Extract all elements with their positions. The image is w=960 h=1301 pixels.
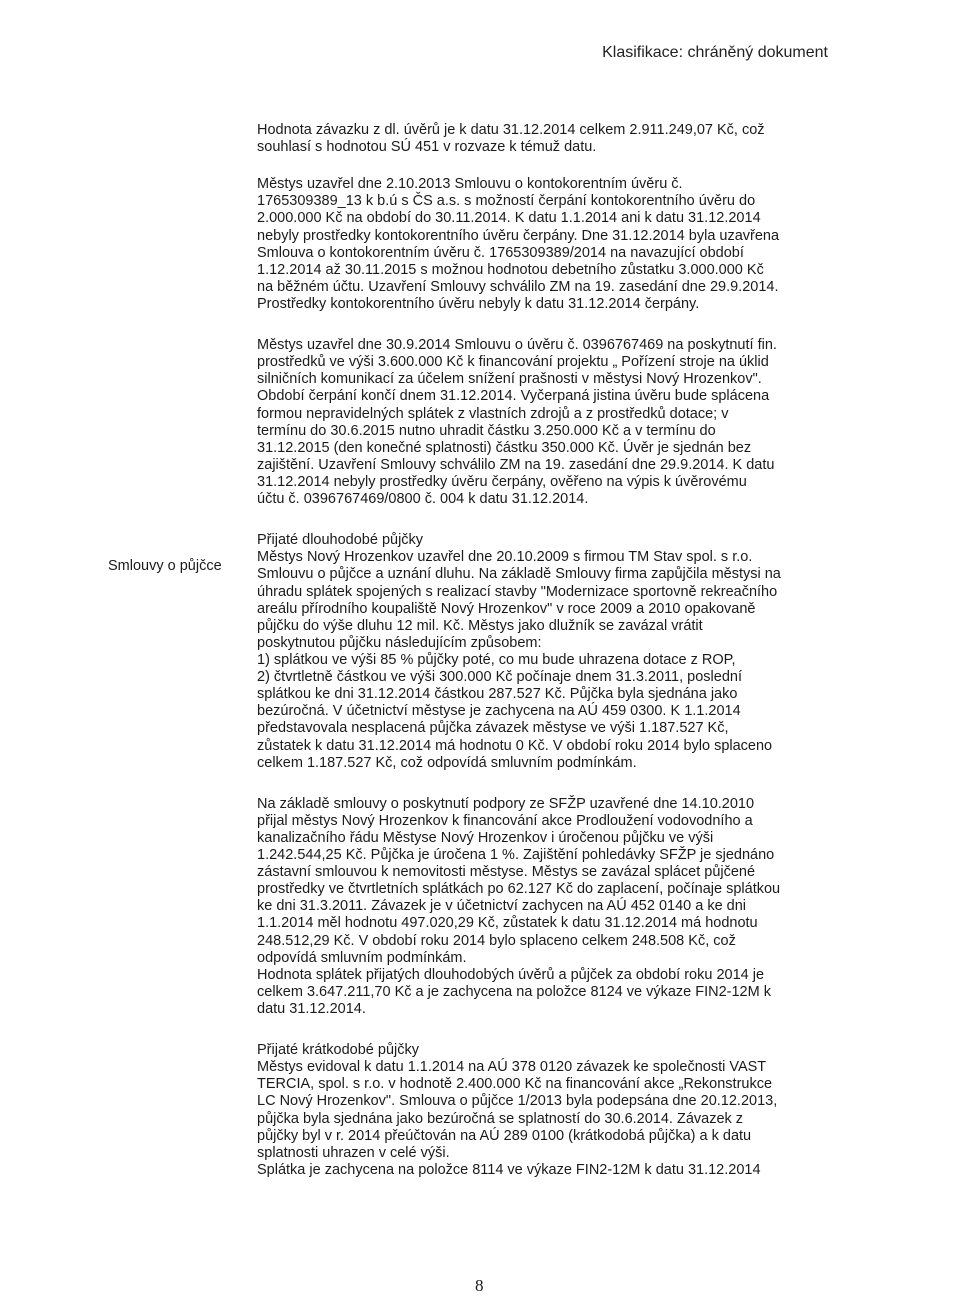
text-line: celkem 1.187.527 Kč, což odpovídá smluvním podmínkám. bbox=[257, 754, 637, 771]
text-line: Smlouva o kontokorentním úvěru č. 1765309389/2014 na navazující období bbox=[257, 244, 744, 261]
text-line: Přijaté krátkodobé půjčky bbox=[257, 1042, 419, 1059]
text-line: zůstatek k datu 31.12.2014 má hodnotu 0 Kč. V období roku 2014 bylo splaceno bbox=[257, 737, 773, 754]
text-line: celkem 3.647.211,70 Kč a je zachycena na položce 8124 ve výkaze FIN2-12M k bbox=[257, 983, 771, 1000]
paragraph-loan-liability bbox=[257, 122, 837, 156]
text-line: poskytnutou půjčku následujícím způsobem: bbox=[257, 634, 542, 651]
text-line: Městys uzavřel dne 30.9.2014 Smlouvu o úvěru č. 0396767469 na poskytnutí fin. bbox=[257, 337, 777, 354]
text-line: Splátka je zachycena na položce 8114 ve výkaze FIN2-12M k datu 31.12.2014 bbox=[257, 1161, 761, 1178]
text-line: 2.000.000 Kč na období do 30.11.2014. K datu 1.1.2014 ani k datu 31.12.2014 bbox=[257, 210, 761, 227]
text-line: 1.242.544,25 Kč. Půjčka je úročena 1 %. Zajištění pohledávky SFŽP je sjednáno bbox=[257, 847, 775, 864]
text-line: datu 31.12.2014. bbox=[257, 1001, 366, 1018]
text-line: Přijaté dlouhodobé půjčky bbox=[257, 532, 424, 549]
text-line: LC Nový Hrozenkov". Smlouva o půjčce 1/2013 byla podepsána dne 20.12.2013, bbox=[257, 1093, 778, 1110]
text-line: odpovídá smluvním podmínkám. bbox=[257, 949, 467, 966]
text-line: kanalizačního řádu Městyse Nový Hrozenkov i úročenou půjčku ve výši bbox=[257, 829, 714, 846]
paragraph-short-term-loans bbox=[257, 1042, 837, 1179]
text-line: 31.12.2015 (den konečné splatnosti) částku 350.000 Kč. Úvěr je sjednán bez bbox=[257, 439, 752, 456]
paragraph-overdraft-credit bbox=[257, 176, 837, 313]
text-line: souhlasí s hodnotou SÚ 451 v rozvaze k témuž datu. bbox=[257, 139, 597, 156]
text-line: půjčky byl v r. 2014 přeúčtován na AÚ 289 0100 (krátkodobá půjčka) a k datu bbox=[257, 1127, 752, 1144]
text-line: formou nepravidelných splátek z vlastních zdrojů a z prostředků dotace; v bbox=[257, 405, 729, 422]
text-line: Městys uzavřel dne 2.10.2013 Smlouvu o kontokorentním úvěru č. bbox=[257, 176, 683, 193]
text-line: 2) čtvrtletně částkou ve výši 300.000 Kč počínaje dnem 31.3.2011, poslední bbox=[257, 669, 742, 686]
text-line: Smlouvu o půjčce a uznání dluhu. Na základě Smlouvy firma zapůjčila městysi na bbox=[257, 566, 781, 583]
text-line: 31.12.2014 nebyly prostředky úvěru čerpány, ověřeno na výpis k úvěrovému bbox=[257, 473, 747, 490]
text-line: půjčku do výše dluhu 12 mil. Kč. Městys jako dlužník se zavázal vrátit bbox=[257, 617, 703, 634]
text-line: termínu do 30.6.2015 nutno uhradit částku 3.250.000 Kč a v termínu do bbox=[257, 422, 716, 439]
page-number: 8 bbox=[475, 1276, 484, 1295]
text-line: Na základě smlouvy o poskytnutí podpory ze SFŽP uzavřené dne 14.10.2010 bbox=[257, 795, 755, 812]
text-line: zástavní smlouvou k nemovitosti městyse. Městys se zavázal splácet půjčené bbox=[257, 864, 756, 881]
paragraph-credit-agreement bbox=[257, 337, 837, 508]
text-line: nebyly prostředky kontokorentního úvěru čerpány. Dne 31.12.2014 byla uzavřena bbox=[257, 227, 780, 244]
text-line: účtu č. 0396767469/0800 č. 004 k datu 31.12.2014. bbox=[257, 491, 589, 508]
text-line: areálu přírodního koupaliště Nový Hrozenkov" v roce 2009 a 2010 opakovaně bbox=[257, 600, 756, 617]
text-line: 248.512,29 Kč. V období roku 2014 bylo splaceno celkem 248.508 Kč, což bbox=[257, 932, 736, 949]
text-line: bezúročná. V účetnictví městyse je zachycena na AÚ 459 0300. K 1.1.2014 bbox=[257, 703, 741, 720]
text-line: ke dni 31.3.2011. Závazek je v účetnictví zachycen na AÚ 452 0140 a ke dni bbox=[257, 898, 747, 915]
text-line: splátkou ke dni 31.12.2014 částkou 287.527 Kč. Půjčka byla sjednána jako bbox=[257, 686, 738, 703]
text-line: Prostředky kontokorentního úvěru nebyly k datu 31.12.2014 čerpány. bbox=[257, 295, 700, 312]
text-line: na běžném účtu. Uzavření Smlouvy schválilo ZM na 19. zasedání dne 29.9.2014. bbox=[257, 278, 779, 295]
text-line: prostředků ve výši 3.600.000 Kč k financování projektu „ Pořízení stroje na úklid bbox=[257, 354, 769, 371]
document-body bbox=[257, 122, 837, 1179]
text-line: zajištění. Uzavření Smlouvy schválilo ZM na 19. zasedání dne 29.9.2014. K datu bbox=[257, 456, 775, 473]
text-line: představovala nesplacená půjčka závazek městyse ve výši 1.187.527 Kč, bbox=[257, 720, 729, 737]
text-line: Hodnota splátek přijatých dlouhodobých úvěrů a půjček za období roku 2014 je bbox=[257, 966, 765, 983]
paragraph-sfzp-loan bbox=[257, 796, 837, 1018]
text-line: úhradu splátek spojených s realizací stavby "Modernizace sportovně rekreačního bbox=[257, 583, 778, 600]
text-line: 1.1.2014 měl hodnotu 497.020,29 Kč, zůstatek k datu 31.12.2014 má hodnotu bbox=[257, 915, 758, 932]
text-line: Městys evidoval k datu 1.1.2014 na AÚ 378 0120 závazek ke společnosti VAST bbox=[257, 1059, 767, 1076]
classification-header: Klasifikace: chráněný dokument bbox=[602, 44, 828, 61]
text-line: TERCIA, spol. s r.o. v hodnotě 2.400.000 Kč na financování akce „Rekonstrukce bbox=[257, 1076, 773, 1093]
text-line: půjčka byla sjednána jako bezúročná se splatností do 30.6.2014. Závazek z bbox=[257, 1110, 744, 1127]
text-line: 1) splátkou ve výši 85 % půjčky poté, co mu bude uhrazena dotace z ROP, bbox=[257, 651, 736, 668]
text-line: silničních komunikací za účelem snížení prašnosti v městysi Nový Hrozenkov". bbox=[257, 371, 762, 388]
text-line: prostředky ve čtvrtletních splátkách po 62.127 Kč do zaplacení, počínaje splátkou bbox=[257, 881, 781, 898]
section-label-loan-agreements: Smlouvy o půjčce bbox=[108, 558, 222, 574]
text-line: přijal městys Nový Hrozenkov k financování akce Prodloužení vodovodního a bbox=[257, 812, 753, 829]
paragraph-long-term-loans bbox=[257, 532, 837, 772]
text-line: 1765309389_13 k b.ú s ČS a.s. s možností čerpání kontokorentního úvěru do bbox=[257, 193, 756, 210]
text-line: Období čerpání končí dnem 31.12.2014. Vyčerpaná jistina úvěru bude splácena bbox=[257, 388, 770, 405]
text-line: Hodnota závazku z dl. úvěrů je k datu 31.12.2014 celkem 2.911.249,07 Kč, což bbox=[257, 122, 765, 138]
text-line: 1.12.2014 až 30.11.2015 s možnou hodnotou debetního zůstatku 3.000.000 Kč bbox=[257, 261, 764, 278]
text-line: Městys Nový Hrozenkov uzavřel dne 20.10.2009 s firmou TM Stav spol. s r.o. bbox=[257, 549, 753, 566]
text-line: splatnosti uhrazen v celé výši. bbox=[257, 1144, 450, 1161]
